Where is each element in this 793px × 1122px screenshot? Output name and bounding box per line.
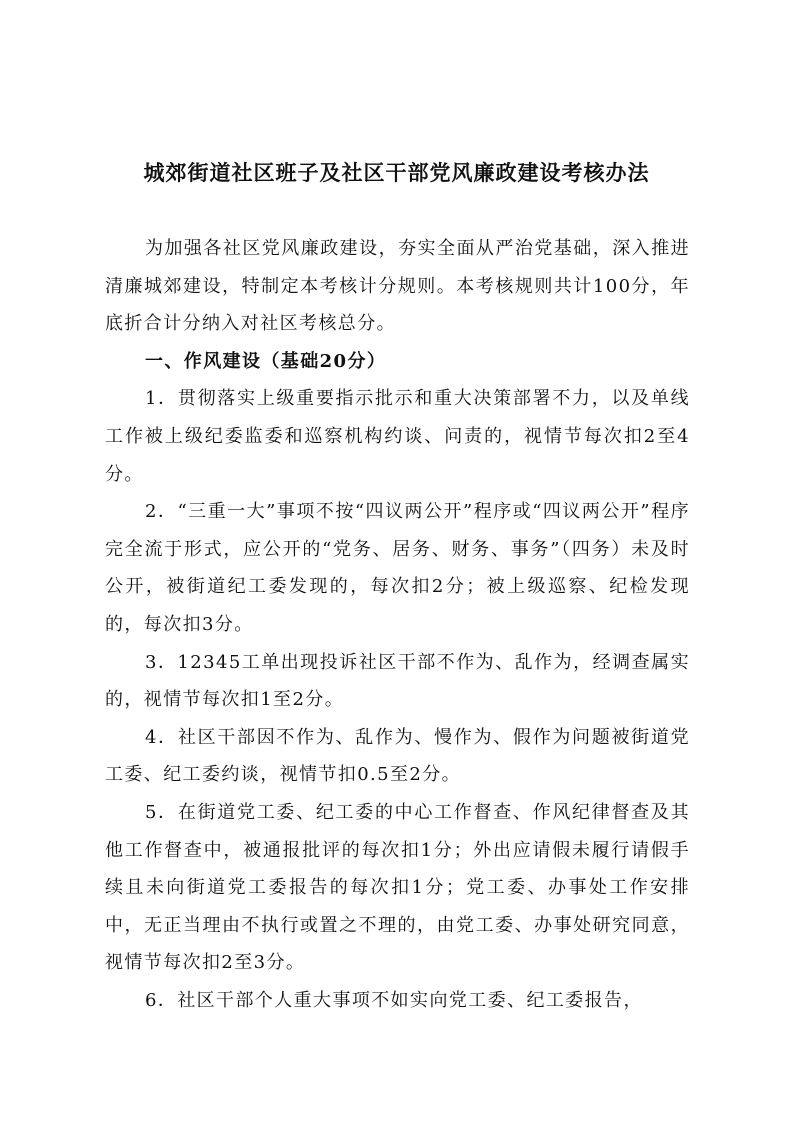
section-heading: 一、作风建设（基础20分） [145,350,387,372]
list-item: 2．“三重一大”事项不按“四议两公开”程序或“四议两公开”程序完全流于形式，应公开的“党务、居务、财务、事务”（四务）未及时公开，被街道纪工委发现的，每次扣2分；被上级巡察、纪检发现的，每次扣3分。 [105,501,690,635]
intro-paragraph: 为加强各社区党风廉政建设，夯实全面从严治党基础，深入推进清廉城郊建设，特制定本考核计分规则。本考核规则共计100分，年底折合计分纳入对社区考核总分。 [105,238,690,335]
list-item: 6．社区干部个人重大事项不如实向党工委、纪工委报告， [145,989,643,1011]
document-body [105,230,690,1019]
list-item: 5．在街道党工委、纪工委的中心工作督查、作风纪律督查及其他工作督查中，被通报批评的每次扣1分；外出应请假未履行请假手续且未向街道党工委报告的每次扣1分；党工委、办事处工作安排中，无正当理由不执行或置之不理的，由党工委、办事处研究同意，视情节每次扣2至3分。 [105,801,690,974]
list-item: 1．贯彻落实上级重要指示批示和重大决策部署不力，以及单线工作被上级纪委监委和巡察机构约谈、问责的，视情节每次扣2至4分。 [105,388,690,485]
list-item: 3．12345工单出现投诉社区干部不作为、乱作为，经调查属实的，视情节每次扣1至2分。 [105,651,690,711]
document-title: 城郊街道社区班子及社区干部党风廉政建设考核办法 [143,161,650,185]
list-item: 4．社区干部因不作为、乱作为、慢作为、假作为问题被街道党工委、纪工委约谈，视情节扣0.5至2分。 [105,726,690,786]
